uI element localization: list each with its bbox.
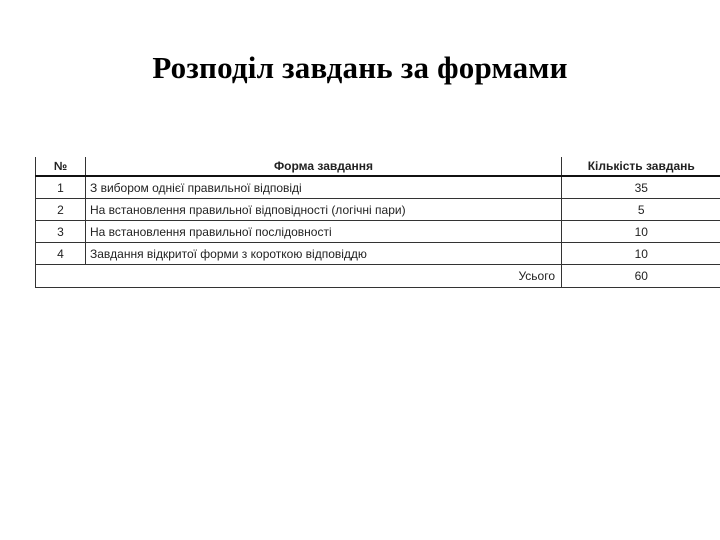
total-label: Усього — [36, 265, 562, 288]
total-count: 60 — [562, 265, 720, 288]
row-task-count: 10 — [562, 243, 720, 265]
header-task-count: Кількість завдань — [562, 157, 720, 176]
task-distribution-table-container — [35, 157, 720, 288]
table-row — [36, 243, 720, 265]
row-task-count: 10 — [562, 221, 720, 243]
row-task-count: 35 — [562, 176, 720, 199]
row-task-form: Завдання відкритої форми з короткою відповіддю — [86, 243, 562, 265]
row-task-form: На встановлення правильної відповідності (логічні пари) — [86, 199, 562, 221]
slide-title: Розподіл завдань за формами — [152, 50, 568, 85]
task-distribution-table — [35, 157, 720, 288]
table-row — [36, 176, 720, 199]
table-row — [36, 199, 720, 221]
table-header-row — [36, 157, 720, 176]
table-row — [36, 221, 720, 243]
header-number: № — [36, 157, 86, 176]
row-task-form: З вибором однієї правильної відповіді — [86, 176, 562, 199]
row-task-count: 5 — [562, 199, 720, 221]
row-number: 3 — [36, 221, 86, 243]
header-task-form: Форма завдання — [86, 157, 562, 176]
row-number: 4 — [36, 243, 86, 265]
table-total-row — [36, 265, 720, 288]
row-task-form: На встановлення правильної послідовності — [86, 221, 562, 243]
row-number: 2 — [36, 199, 86, 221]
row-number: 1 — [36, 176, 86, 199]
